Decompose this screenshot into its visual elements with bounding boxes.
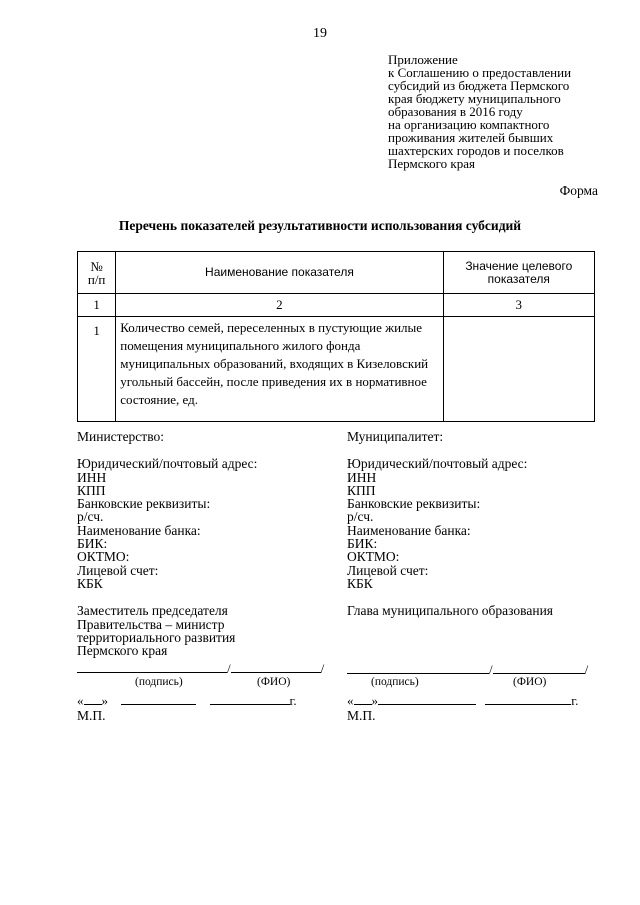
signatory-line: Заместитель председателя: [77, 603, 228, 619]
detail-line: ИНН: [347, 469, 377, 485]
name-field: [231, 660, 321, 673]
signatory-line: Глава муниципального образования: [347, 603, 554, 619]
detail-line: Наименование банка:: [77, 522, 201, 538]
column-number: 1: [78, 294, 116, 317]
detail-line: Банковские реквизиты:: [347, 496, 481, 512]
detail-line: БИК:: [347, 536, 378, 552]
detail-line: р/сч.: [347, 509, 374, 525]
signature-line: / /: [347, 661, 607, 676]
appendix-line: субсидий из бюджета Пермского: [388, 78, 570, 93]
signature-caption: (подпись): [371, 675, 419, 688]
signature-field: [77, 660, 227, 673]
month-field: [378, 692, 476, 705]
page-number: 19: [313, 26, 327, 41]
signatory-line: Пермского края: [77, 643, 168, 659]
name-caption: (ФИО): [513, 675, 547, 688]
date-line: « » г.: [77, 692, 297, 708]
detail-line: БИК:: [77, 536, 108, 552]
header-target-value: Значение целевого показателя: [443, 252, 594, 294]
indicators-table: [77, 251, 595, 422]
signature-line: / /: [77, 660, 337, 675]
detail-line: Лицевой счет:: [347, 562, 429, 578]
stamp-label: М.П.: [77, 708, 106, 724]
ministry-block: [77, 430, 337, 722]
appendix-line: края бюджету муниципального: [388, 91, 561, 106]
appendix-header: [388, 53, 618, 170]
detail-line: КБК: [77, 575, 103, 591]
month-field: [121, 692, 196, 705]
row-number: 1: [78, 317, 116, 422]
signature-captions: [77, 676, 337, 690]
year-field: [210, 692, 290, 705]
table-header-row: [78, 252, 595, 294]
header-indicator-name: Наименование показателя: [116, 252, 443, 294]
detail-line: КПП: [347, 482, 376, 498]
detail-line: ИНН: [77, 469, 107, 485]
appendix-line: Приложение: [388, 52, 458, 67]
signature-caption: (подпись): [135, 675, 183, 688]
table-row: [78, 317, 595, 422]
appendix-line: образования в 2016 году: [388, 104, 523, 119]
header-number: № п/п: [78, 252, 116, 294]
detail-line: Юридический/почтовый адрес:: [77, 456, 258, 472]
appendix-line: к Соглашению о предоставлении: [388, 65, 572, 80]
column-number: 2: [116, 294, 443, 317]
detail-line: р/сч.: [77, 509, 104, 525]
name-field: [493, 661, 585, 674]
column-number: 3: [443, 294, 594, 317]
appendix-line: Пермского края: [388, 156, 475, 171]
signatory-line: Правительства – министр: [77, 616, 225, 632]
detail-line: Наименование банка:: [347, 522, 471, 538]
date-line: « » г.: [347, 692, 579, 708]
detail-line: Юридический/почтовый адрес:: [347, 456, 528, 472]
stamp-label: М.П.: [347, 708, 376, 724]
detail-line: Лицевой счет:: [77, 562, 159, 578]
day-field: [84, 692, 102, 705]
detail-line: ОКТМО:: [347, 549, 400, 565]
signature-captions: [347, 676, 607, 690]
indicator-name: Количество семей, переселенных в пустующие жилые помещения муниципального жилого фонда муниципальных образований, входящих в Кизеловский угольный бассейн, после приведения их в нормативное состояние, ед.: [116, 317, 443, 422]
appendix-line: проживания жителей бывших: [388, 130, 554, 145]
document-title: Перечень показателей результативности использования субсидий: [118, 218, 522, 233]
party-heading: Муниципалитет:: [347, 429, 444, 444]
appendix-line: на организацию компактного: [388, 117, 550, 132]
column-number-row: [78, 294, 595, 317]
detail-line: Банковские реквизиты:: [77, 496, 211, 512]
signature-field: [347, 661, 489, 674]
target-value-cell: [443, 317, 594, 422]
appendix-line: шахтерских городов и поселков: [388, 143, 564, 158]
signatory-line: территориального развития: [77, 629, 236, 645]
detail-line: КБК: [347, 575, 373, 591]
day-field: [354, 692, 372, 705]
detail-line: ОКТМО:: [77, 549, 130, 565]
municipality-block: [347, 430, 607, 722]
form-label: Форма: [559, 183, 598, 198]
year-field: [485, 692, 571, 705]
name-caption: (ФИО): [257, 675, 291, 688]
party-heading: Министерство:: [77, 429, 164, 444]
detail-line: КПП: [77, 482, 106, 498]
